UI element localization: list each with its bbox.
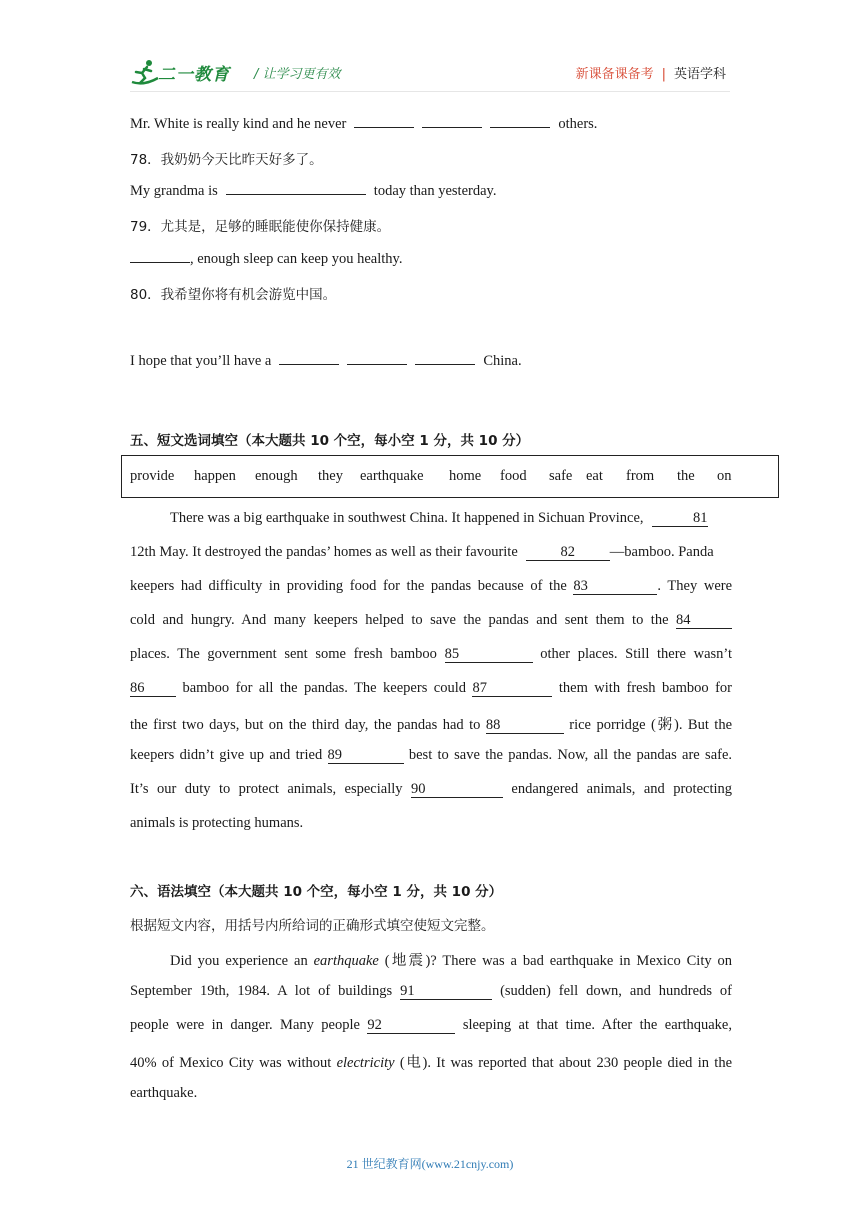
- passage-text: There was a big earthquake in southwest China. It happened in Sichuan Province,: [170, 510, 644, 526]
- subject-name: 英语学科: [673, 67, 726, 82]
- passage-text: keepers had difficulty in providing food for the pandas because of the: [130, 578, 567, 594]
- answer-blank[interactable]: [130, 249, 190, 263]
- q77-pre: Mr. White is really kind and he never: [130, 116, 347, 132]
- passage-1-line: [130, 646, 732, 663]
- passage-1-line: [130, 612, 732, 629]
- passage-text: other places. Still there wasn’t: [540, 646, 733, 662]
- header-divider: [130, 91, 730, 92]
- passage-2-line: [130, 1017, 732, 1034]
- passage-1-line: [130, 713, 732, 734]
- passage-text: the first two days, but on the third day, the pandas had to: [130, 717, 481, 733]
- passage-text: animals is protecting humans.: [130, 815, 304, 831]
- q78-pre: My grandma is: [130, 183, 218, 199]
- q79-post: , enough sleep can keep you healthy.: [190, 251, 403, 267]
- word-bank-item: food: [500, 468, 527, 484]
- subject-label: [576, 63, 726, 82]
- passage-2-line: [130, 1085, 732, 1102]
- course-label: 新课备课备考: [575, 67, 654, 82]
- blank-82[interactable]: 82: [526, 545, 610, 561]
- word-bank-item: on: [717, 468, 732, 484]
- answer-blank[interactable]: [347, 351, 407, 365]
- blank-84[interactable]: 84: [676, 613, 732, 629]
- q77-post: others.: [558, 116, 598, 132]
- passage-text: It’s our duty to protect animals, especially: [130, 781, 403, 797]
- answer-blank[interactable]: [279, 351, 339, 365]
- answer-blank[interactable]: [415, 351, 475, 365]
- passage-2-line: [130, 983, 732, 1000]
- q80-prompt: 80．我希望你将有机会游览中国。: [130, 287, 337, 303]
- word-bank: [121, 455, 779, 498]
- blank-83[interactable]: 83: [573, 579, 657, 595]
- passage-text: rice porridge (粥). But the: [569, 717, 733, 733]
- passage-text: sleeping at that time. After the earthquake,: [462, 1017, 732, 1033]
- blank-81[interactable]: 81: [652, 511, 708, 527]
- passage-text: best to save the pandas. Now, all the pandas are safe.: [408, 747, 733, 763]
- slogan: / 让学习更有效: [254, 67, 341, 82]
- passage-1-line: [130, 544, 732, 561]
- blank-86[interactable]: 86: [130, 681, 176, 697]
- word-bank-item: happen: [194, 468, 236, 484]
- passage-text: 12th May. It destroyed the pandas’ homes as well as their favourite: [130, 544, 518, 560]
- blank-85[interactable]: 85: [445, 647, 533, 663]
- answer-blank[interactable]: [422, 114, 482, 128]
- blank-89[interactable]: 89: [328, 748, 404, 764]
- passage-text: . They were: [657, 578, 733, 594]
- answer-blank[interactable]: [490, 114, 550, 128]
- passage-text: (电). It was reported that about 230 people died in the: [399, 1055, 733, 1071]
- passage-text: Did you experience an: [170, 953, 308, 969]
- word-bank-item: they: [318, 468, 343, 484]
- logo-text: 二一教育: [158, 65, 230, 85]
- passage-2-line: [130, 949, 732, 970]
- word-bank-item: earthquake: [360, 468, 424, 484]
- word-bank-item: eat: [586, 468, 603, 484]
- passage-text: —bamboo. Panda: [609, 544, 714, 560]
- passage-text: places. The government sent some fresh bamboo: [130, 646, 437, 662]
- passage-1-line: [130, 510, 732, 527]
- blank-88[interactable]: 88: [486, 718, 564, 734]
- word-bank-item: home: [449, 468, 482, 484]
- passage-1-line: [130, 747, 732, 764]
- logo: [130, 56, 250, 88]
- passage-text: earthquake.: [130, 1085, 198, 1101]
- word-bank-item: the: [677, 468, 695, 484]
- q80-post: China.: [483, 353, 522, 369]
- q80-pre: I hope that you’ll have a: [130, 353, 272, 369]
- word-bank-item: provide: [130, 468, 175, 484]
- passage-text: bamboo for all the pandas. The keepers could: [182, 680, 466, 696]
- passage-text: people were in danger. Many people: [130, 1017, 360, 1033]
- page-header: [130, 56, 730, 88]
- q78-post: today than yesterday.: [373, 183, 497, 199]
- word-bank-item: enough: [255, 468, 298, 484]
- passage-text: 40% of Mexico City was without: [130, 1055, 332, 1071]
- page-footer[interactable]: 21 世纪教育网(www.21cnjy.com): [346, 1157, 514, 1171]
- blank-87[interactable]: 87: [472, 681, 552, 697]
- q80-answer-line: [130, 351, 522, 370]
- q77-answer-line: [130, 114, 597, 133]
- passage-text: (地震)? There was a bad earthquake in Mexico City on: [384, 953, 733, 969]
- answer-blank[interactable]: [226, 181, 366, 195]
- section-5-title: 五、短文选词填空（本大题共 10 个空，每小空 1 分，共 10 分）: [130, 433, 530, 449]
- section-6-instruction: 根据短文内容，用括号内所给词的正确形式填空使短文完整。: [130, 918, 495, 934]
- passage-text: (sudden) fell down, and hundreds of: [500, 983, 733, 999]
- blank-91[interactable]: 91: [400, 984, 492, 1000]
- q79-prompt: 79．尤其是，足够的睡眠能使你保持健康。: [130, 219, 391, 235]
- passage-text: endangered animals, and protecting: [511, 781, 733, 797]
- q79-answer-line: [130, 249, 402, 268]
- runner-logo-icon: [130, 58, 160, 88]
- q78-answer-line: [130, 181, 496, 200]
- passage-text: cold and hungry. And many keepers helped to save the pandas and sent them to the: [130, 612, 669, 628]
- passage-1-line: [130, 680, 732, 697]
- passage-text: them with fresh bamboo for: [558, 680, 732, 696]
- q78-prompt: 78．我奶奶今天比昨天好多了。: [130, 152, 323, 168]
- answer-blank[interactable]: [354, 114, 414, 128]
- word-bank-item: from: [626, 468, 655, 484]
- blank-90[interactable]: 90: [411, 782, 503, 798]
- passage-text: keepers didn’t give up and tried: [130, 747, 323, 763]
- header-separator: |: [661, 67, 666, 82]
- word-bank-item: safe: [549, 468, 573, 484]
- passage-text: September 19th, 1984. A lot of buildings: [130, 983, 393, 999]
- passage-italic: electricity: [336, 1055, 395, 1071]
- section-6-title: 六、语法填空（本大题共 10 个空，每小空 1 分，共 10 分）: [130, 884, 503, 900]
- passage-1-line: [130, 781, 732, 798]
- passage-italic: earthquake: [313, 953, 379, 969]
- passage-1-line: [130, 578, 732, 595]
- passage-1-line: [130, 815, 732, 832]
- passage-2-line: [130, 1051, 732, 1072]
- blank-92[interactable]: 92: [367, 1018, 455, 1034]
